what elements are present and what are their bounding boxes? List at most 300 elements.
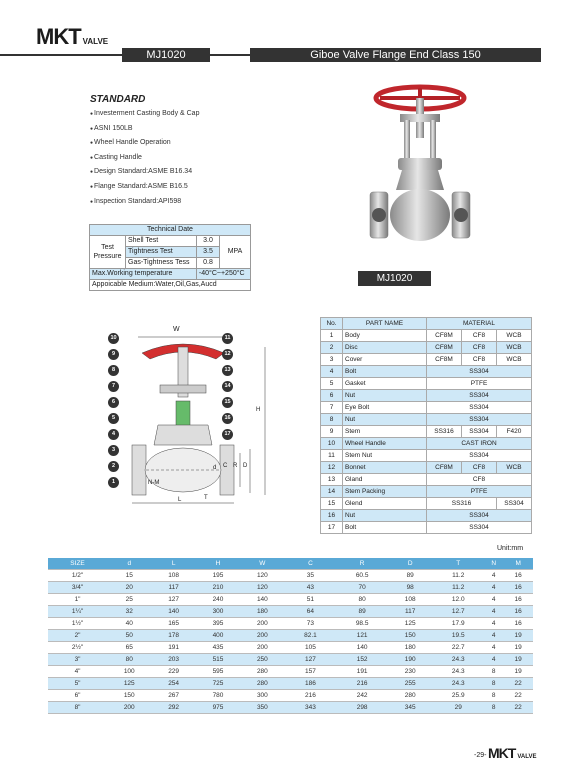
part-name: Glend	[343, 498, 427, 510]
part-material: CF8	[462, 342, 497, 354]
dim-label-w: W	[173, 326, 180, 333]
dims-cell: 16	[503, 593, 533, 605]
photo-label: MJ1020	[358, 271, 431, 286]
dims-cell: 191	[336, 665, 388, 677]
dims-header-cell: T	[432, 558, 484, 569]
part-material: CF8	[462, 330, 497, 342]
dims-cell: 19	[503, 653, 533, 665]
dims-row	[48, 617, 533, 629]
callout-left: 4	[108, 429, 119, 440]
dims-cell: 64	[285, 605, 337, 617]
dims-cell: 89	[388, 569, 432, 581]
dims-cell: 195	[196, 569, 240, 581]
page-title: Giboe Valve Flange End Class 150	[250, 48, 541, 62]
medium-text: Appoicable Medium:Water,Oil,Gas,Aucd	[90, 280, 251, 291]
dim-label-nm: N-M	[148, 480, 160, 486]
dims-cell: 125	[107, 677, 151, 689]
dims-cell: 200	[240, 641, 284, 653]
dims-cell: 8"	[48, 701, 107, 713]
dims-cell: 98.5	[336, 617, 388, 629]
parts-header-material: MATERIAL	[427, 318, 532, 330]
dims-cell: 22	[503, 677, 533, 689]
part-no: 15	[321, 498, 343, 510]
dims-cell: 12.0	[432, 593, 484, 605]
dims-cell: 515	[196, 653, 240, 665]
footer-brand-sub: VALVE	[517, 754, 537, 760]
dims-row	[48, 581, 533, 593]
dims-row	[48, 569, 533, 581]
parts-row	[321, 522, 532, 534]
callout-right: 14	[222, 381, 233, 392]
part-no: 8	[321, 414, 343, 426]
parts-row	[321, 354, 532, 366]
dims-cell: 140	[151, 605, 195, 617]
dims-cell: 19	[503, 665, 533, 677]
dims-cell: 43	[285, 581, 337, 593]
parts-row	[321, 462, 532, 474]
parts-row	[321, 414, 532, 426]
part-no: 14	[321, 486, 343, 498]
dims-row	[48, 641, 533, 653]
header-rule	[0, 54, 122, 56]
dims-header-cell: W	[240, 558, 284, 569]
dim-label-h: H	[256, 407, 261, 413]
part-material: SS304	[427, 450, 532, 462]
footer-logo	[488, 745, 536, 763]
dims-header-cell: d	[107, 558, 151, 569]
part-name: Nut	[343, 390, 427, 402]
test-pressure-label: Test Pressure	[90, 236, 126, 269]
part-material: SS304	[427, 366, 532, 378]
tech-unit: MPA	[220, 236, 251, 269]
dims-cell: 395	[196, 617, 240, 629]
part-material: SS304	[427, 402, 532, 414]
dims-cell: 12.7	[432, 605, 484, 617]
part-name: Gland	[343, 474, 427, 486]
dims-cell: 152	[336, 653, 388, 665]
part-material: CAST IRON	[427, 438, 532, 450]
dims-row	[48, 665, 533, 677]
dims-cell: 70	[336, 581, 388, 593]
dims-cell: 60.5	[336, 569, 388, 581]
parts-header-name: PART NAME	[343, 318, 427, 330]
dims-cell: 25	[107, 593, 151, 605]
dims-cell: 300	[196, 605, 240, 617]
part-material: SS316	[427, 426, 462, 438]
dims-cell: 3/4"	[48, 581, 107, 593]
part-name: Nut	[343, 414, 427, 426]
standard-item: ● Flange Standard:ASME B16.5	[90, 180, 199, 195]
dims-row	[48, 701, 533, 713]
dims-cell: 120	[240, 581, 284, 593]
brand-name: MKT	[36, 24, 81, 49]
part-material: CF8	[462, 462, 497, 474]
parts-row	[321, 486, 532, 498]
callout-left: 1	[108, 477, 119, 488]
dims-cell: 108	[151, 569, 195, 581]
parts-table	[320, 317, 532, 534]
callout-left: 6	[108, 397, 119, 408]
dims-cell: 1/2"	[48, 569, 107, 581]
part-no: 10	[321, 438, 343, 450]
part-no: 1	[321, 330, 343, 342]
part-material: SS316	[427, 498, 497, 510]
dims-cell: 242	[336, 689, 388, 701]
part-material: WCB	[497, 342, 532, 354]
dims-cell: 4	[484, 605, 503, 617]
dims-cell: 780	[196, 689, 240, 701]
dims-cell: 65	[107, 641, 151, 653]
part-no: 6	[321, 390, 343, 402]
dims-cell: 117	[388, 605, 432, 617]
dims-cell: 2"	[48, 629, 107, 641]
dims-row	[48, 653, 533, 665]
dims-cell: 4	[484, 569, 503, 581]
dims-cell: 8	[484, 689, 503, 701]
dims-cell: 22	[503, 689, 533, 701]
part-name: Stem Nut	[343, 450, 427, 462]
callout-left: 7	[108, 381, 119, 392]
dims-row	[48, 677, 533, 689]
tech-row-value: 3.5	[196, 247, 219, 258]
dims-cell: 8	[484, 665, 503, 677]
dims-cell: 16	[503, 605, 533, 617]
dims-cell: 25.9	[432, 689, 484, 701]
part-name: Nut	[343, 510, 427, 522]
dim-label-c: C	[223, 463, 228, 469]
part-no: 16	[321, 510, 343, 522]
callout-right: 17	[222, 429, 233, 440]
part-no: 9	[321, 426, 343, 438]
dims-cell: 157	[285, 665, 337, 677]
parts-row	[321, 450, 532, 462]
technical-title: Technical Date	[90, 225, 251, 236]
dims-header-cell: R	[336, 558, 388, 569]
dims-cell: 15	[107, 569, 151, 581]
parts-row	[321, 438, 532, 450]
max-temp-label: Max.Working temperature	[90, 269, 197, 280]
dims-cell: 300	[240, 689, 284, 701]
dims-cell: 186	[285, 677, 337, 689]
dims-cell: 230	[388, 665, 432, 677]
dims-cell: 35	[285, 569, 337, 581]
dims-cell: 121	[336, 629, 388, 641]
dims-cell: 2½"	[48, 641, 107, 653]
dim-label-l: L	[178, 497, 182, 503]
dims-cell: 8	[484, 677, 503, 689]
page-number: -29-	[474, 752, 487, 759]
part-material: CF8M	[427, 330, 462, 342]
dim-label-t: T	[204, 495, 208, 501]
part-no: 3	[321, 354, 343, 366]
dims-header-cell: L	[151, 558, 195, 569]
dims-cell: 32	[107, 605, 151, 617]
tech-row-value: 0.8	[196, 258, 219, 269]
dims-cell: 280	[240, 665, 284, 677]
part-no: 11	[321, 450, 343, 462]
dims-cell: 216	[285, 689, 337, 701]
dims-cell: 150	[388, 629, 432, 641]
part-name: Wheel Handle	[343, 438, 427, 450]
unit-note: Unit:mm	[497, 545, 524, 552]
dims-cell: 51	[285, 593, 337, 605]
technical-table	[89, 224, 251, 291]
dims-cell: 100	[107, 665, 151, 677]
part-material: CF8	[462, 354, 497, 366]
dims-cell: 725	[196, 677, 240, 689]
dims-cell: 140	[240, 593, 284, 605]
dims-header-cell: SIZE	[48, 558, 107, 569]
part-no: 17	[321, 522, 343, 534]
drawing-svg	[100, 325, 300, 515]
dims-cell: 178	[151, 629, 195, 641]
model-badge: MJ1020	[122, 48, 210, 62]
callout-left: 8	[108, 365, 119, 376]
part-material: PTFE	[427, 486, 532, 498]
dims-cell: 595	[196, 665, 240, 677]
dims-cell: 16	[503, 569, 533, 581]
part-no: 4	[321, 366, 343, 378]
part-material: WCB	[497, 462, 532, 474]
parts-row	[321, 474, 532, 486]
dims-cell: 4	[484, 653, 503, 665]
dims-cell: 1½"	[48, 617, 107, 629]
standard-item: ● Inspection Standard:API598	[90, 195, 199, 210]
dims-cell: 105	[285, 641, 337, 653]
part-name: Bonnet	[343, 462, 427, 474]
parts-row	[321, 426, 532, 438]
dims-cell: 24.3	[432, 677, 484, 689]
part-material: WCB	[497, 330, 532, 342]
callout-right: 11	[222, 333, 233, 344]
dims-cell: 345	[388, 701, 432, 713]
parts-row	[321, 510, 532, 522]
brand-logo	[36, 24, 108, 50]
dims-cell: 24.3	[432, 653, 484, 665]
part-material: F420	[497, 426, 532, 438]
dims-header-cell: H	[196, 558, 240, 569]
part-material: SS304	[427, 390, 532, 402]
dims-header-cell: D	[388, 558, 432, 569]
dims-cell: 190	[388, 653, 432, 665]
dims-cell: 280	[388, 689, 432, 701]
callout-right: 16	[222, 413, 233, 424]
dims-cell: 11.2	[432, 581, 484, 593]
callout-left: 5	[108, 413, 119, 424]
dims-cell: 11.2	[432, 569, 484, 581]
header-rule-mid	[210, 54, 250, 56]
dims-cell: 89	[336, 605, 388, 617]
part-name: Bolt	[343, 522, 427, 534]
part-material: CF8M	[427, 354, 462, 366]
dims-cell: 180	[240, 605, 284, 617]
dims-cell: 16	[503, 617, 533, 629]
part-no: 7	[321, 402, 343, 414]
dims-cell: 210	[196, 581, 240, 593]
dims-cell: 19	[503, 629, 533, 641]
dims-cell: 200	[240, 629, 284, 641]
dims-cell: 4	[484, 641, 503, 653]
brand-sub: VALVE	[82, 37, 109, 46]
dims-cell: 4	[484, 629, 503, 641]
dims-cell: 127	[151, 593, 195, 605]
dims-cell: 140	[336, 641, 388, 653]
standard-item: ● Wheel Handle Operation	[90, 136, 199, 151]
dims-cell: 267	[151, 689, 195, 701]
tech-row-label: Tightness Test	[126, 247, 197, 258]
part-name: Gasket	[343, 378, 427, 390]
dims-cell: 191	[151, 641, 195, 653]
parts-row	[321, 402, 532, 414]
dims-cell: 3"	[48, 653, 107, 665]
dims-cell: 108	[388, 593, 432, 605]
standard-title: STANDARD	[90, 94, 146, 105]
tech-row-label: Shell Test	[126, 236, 197, 247]
callout-right: 13	[222, 365, 233, 376]
tech-row-label: Gas-Tightness Tess	[126, 258, 197, 269]
standard-item: ● ASNI 150LB	[90, 122, 199, 137]
dim-label-d: D	[243, 463, 248, 469]
part-name: Stem	[343, 426, 427, 438]
dims-cell: 165	[151, 617, 195, 629]
part-name: Disc	[343, 342, 427, 354]
dim-label-r: R	[233, 463, 238, 469]
dims-cell: 82.1	[285, 629, 337, 641]
part-name: Cover	[343, 354, 427, 366]
part-material: SS304	[427, 510, 532, 522]
dims-cell: 125	[388, 617, 432, 629]
dims-cell: 29	[432, 701, 484, 713]
dims-cell: 1¼"	[48, 605, 107, 617]
dims-cell: 5"	[48, 677, 107, 689]
dims-cell: 255	[388, 677, 432, 689]
dims-cell: 8	[484, 701, 503, 713]
dims-cell: 120	[240, 569, 284, 581]
callout-left: 9	[108, 349, 119, 360]
part-material: SS304	[427, 414, 532, 426]
part-no: 5	[321, 378, 343, 390]
dims-cell: 22	[503, 701, 533, 713]
dims-cell: 250	[240, 653, 284, 665]
dimensions-table	[48, 558, 533, 714]
dims-cell: 4	[484, 617, 503, 629]
dims-cell: 98	[388, 581, 432, 593]
dims-cell: 4	[484, 593, 503, 605]
callout-right: 12	[222, 349, 233, 360]
dims-cell: 298	[336, 701, 388, 713]
dims-cell: 6"	[48, 689, 107, 701]
dims-cell: 80	[336, 593, 388, 605]
parts-row	[321, 498, 532, 510]
tech-row-value: 3.0	[196, 236, 219, 247]
dims-cell: 435	[196, 641, 240, 653]
dims-cell: 40	[107, 617, 151, 629]
dims-cell: 117	[151, 581, 195, 593]
parts-row	[321, 330, 532, 342]
standard-item: ● Investerment Casting Body & Cap	[90, 107, 199, 122]
dims-cell: 4	[484, 581, 503, 593]
dim-label-d-small: d	[213, 465, 217, 471]
part-material: SS304	[462, 426, 497, 438]
dims-cell: 292	[151, 701, 195, 713]
dims-cell: 975	[196, 701, 240, 713]
dims-row	[48, 605, 533, 617]
footer-brand: MKT	[488, 745, 516, 761]
part-material: CF8	[427, 474, 532, 486]
dims-cell: 16	[503, 581, 533, 593]
dims-header-cell: M	[503, 558, 533, 569]
valve-drawing	[100, 325, 300, 515]
dims-cell: 200	[240, 617, 284, 629]
valve-photo	[360, 80, 480, 265]
dims-cell: 200	[107, 701, 151, 713]
dims-cell: 240	[196, 593, 240, 605]
part-material: PTFE	[427, 378, 532, 390]
dims-cell: 19	[503, 641, 533, 653]
dims-cell: 50	[107, 629, 151, 641]
dims-cell: 4"	[48, 665, 107, 677]
dims-row	[48, 629, 533, 641]
parts-row	[321, 342, 532, 354]
dims-cell: 229	[151, 665, 195, 677]
dims-cell: 22.7	[432, 641, 484, 653]
dims-cell: 254	[151, 677, 195, 689]
dims-cell: 216	[336, 677, 388, 689]
part-no: 12	[321, 462, 343, 474]
parts-row	[321, 390, 532, 402]
callout-right: 15	[222, 397, 233, 408]
part-name: Body	[343, 330, 427, 342]
part-no: 2	[321, 342, 343, 354]
callout-left: 10	[108, 333, 119, 344]
part-material: WCB	[497, 354, 532, 366]
standard-list	[90, 107, 199, 209]
dims-cell: 343	[285, 701, 337, 713]
dims-cell: 350	[240, 701, 284, 713]
dims-cell: 150	[107, 689, 151, 701]
parts-row	[321, 378, 532, 390]
dims-cell: 203	[151, 653, 195, 665]
max-temp-value: -40°C~+250°C	[196, 269, 250, 280]
part-name: Eye Bolt	[343, 402, 427, 414]
standard-item: ● Design Standard:ASME B16.34	[90, 165, 199, 180]
part-material: SS304	[497, 498, 532, 510]
dims-cell: 24.3	[432, 665, 484, 677]
callout-left: 2	[108, 461, 119, 472]
dims-header-cell: C	[285, 558, 337, 569]
part-name: Stem Packing	[343, 486, 427, 498]
callout-left: 3	[108, 445, 119, 456]
dims-cell: 20	[107, 581, 151, 593]
standard-item: ● Casting Handle	[90, 151, 199, 166]
part-material: CF8M	[427, 342, 462, 354]
dims-cell: 19.5	[432, 629, 484, 641]
dims-header-row	[48, 558, 533, 569]
parts-header-no: No.	[321, 318, 343, 330]
part-material: CF8M	[427, 462, 462, 474]
dims-cell: 1"	[48, 593, 107, 605]
part-material: SS304	[427, 522, 532, 534]
dims-cell: 280	[240, 677, 284, 689]
dims-cell: 73	[285, 617, 337, 629]
dims-cell: 127	[285, 653, 337, 665]
dims-row	[48, 689, 533, 701]
dims-cell: 400	[196, 629, 240, 641]
parts-row	[321, 366, 532, 378]
dims-cell: 17.9	[432, 617, 484, 629]
part-name: Bolt	[343, 366, 427, 378]
dims-cell: 80	[107, 653, 151, 665]
